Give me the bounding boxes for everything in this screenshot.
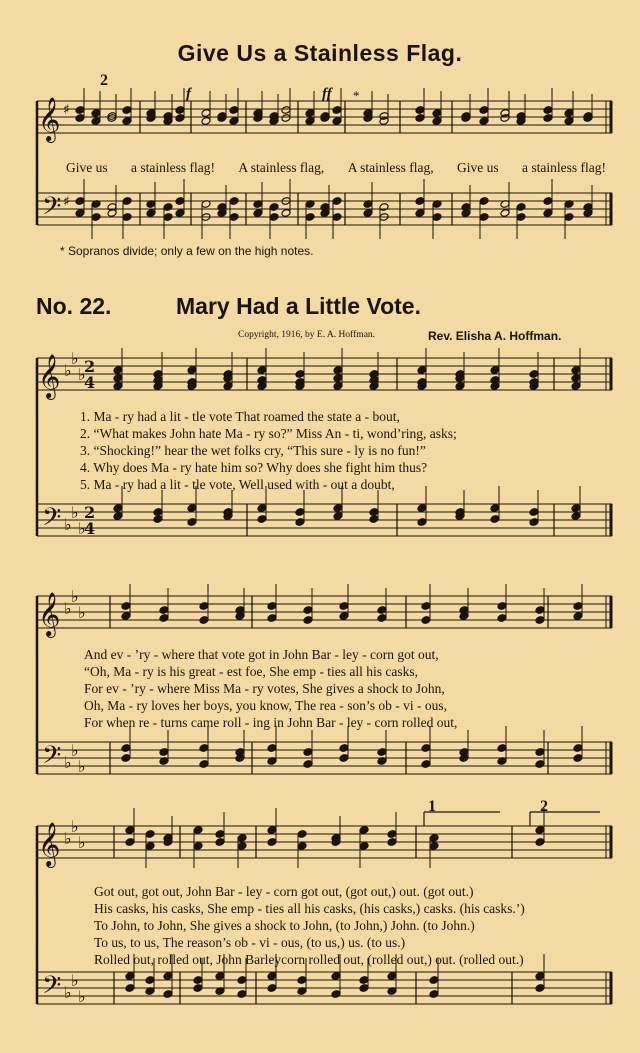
sharp-icon: ♯ <box>63 102 70 118</box>
time-signature: 4 <box>84 519 96 538</box>
verse-line: “Oh, Ma - ry is his great - est foe, She emp - ties all his casks, <box>84 664 419 679</box>
lyric-fragment: a stainless flag! <box>522 160 606 175</box>
flat-icon: ♭ <box>78 757 86 776</box>
flat-icon: ♭ <box>78 833 86 852</box>
verse-line: Rolled out, rolled out, John Barleycorn rolled out, (rolled out,) out. (rolled out.) <box>94 952 524 967</box>
treble-clef-icon: 𝄞 <box>38 822 61 866</box>
lyric-fragment: A stainless flag, <box>238 160 325 175</box>
bass-clef-icon: 𝄢 <box>42 503 62 538</box>
dynamic-fortissimo: ff <box>322 86 332 102</box>
song-title-mary: Mary Had a Little Vote. <box>176 293 421 319</box>
time-signature: 4 <box>84 373 96 392</box>
flat-icon: ♭ <box>78 519 86 538</box>
song-title-stainless-flag: Give Us a Stainless Flag. <box>177 40 463 66</box>
second-ending-number: 2 <box>540 798 548 815</box>
author-credit: Rev. Elisha A. Hoffman. <box>428 329 562 343</box>
flat-icon: ♭ <box>78 987 86 1006</box>
dynamic-forte: f <box>186 86 191 102</box>
sharp-icon: ♯ <box>63 194 70 210</box>
bass-clef-icon: 𝄢 <box>42 971 62 1006</box>
verse-line: Got out, got out, John Bar - ley - corn got out, (got out,) out. (got out.) <box>94 884 474 899</box>
footnote: * Sopranos divide; only a few on the high notes. <box>60 244 314 258</box>
flat-icon: ♭ <box>71 503 79 522</box>
verse-line: 4. Why does Ma - ry hate him so? Why does she fight him thus? <box>80 460 428 475</box>
verse-line: To us, to us, The reason’s ob - vi - ous, (to us,) us. (to us.) <box>94 935 406 950</box>
verse-line: 2. “What makes John hate Ma - ry so?” Miss An - ti, wond’ring, asks; <box>80 426 457 441</box>
time-signature: 2 <box>84 503 96 522</box>
first-ending-number: 1 <box>428 798 436 815</box>
flat-icon: ♭ <box>71 817 79 836</box>
flat-icon: ♭ <box>64 599 72 618</box>
flat-icon: ♭ <box>78 365 86 384</box>
verse-line: 5. Ma - ry had a lit - tle vote, Well used with - out a doubt, <box>80 477 395 492</box>
verse-line: And ev - ’ry - where that vote got in John Bar - ley - corn got out, <box>84 647 439 662</box>
bass-clef-icon: 𝄢 <box>42 192 62 227</box>
copyright-line: Copyright, 1916, by E. A. Hoffman. <box>238 330 376 340</box>
flag-lyric-line <box>66 160 606 176</box>
flat-icon: ♭ <box>64 753 72 772</box>
verse-line: Oh, Ma - ry loves her boys, you know, The rea - son’s ob - vi - ous, <box>84 698 447 713</box>
treble-clef-icon: 𝄞 <box>38 592 61 636</box>
bass-clef-icon: 𝄢 <box>42 741 62 776</box>
flat-icon: ♭ <box>64 829 72 848</box>
hymn-number: No. 22. <box>36 293 112 319</box>
flat-icon: ♭ <box>64 983 72 1002</box>
flat-icon: ♭ <box>71 587 79 606</box>
lyric-fragment: A stainless flag, <box>347 160 434 175</box>
verse-line: To John, to John, She gives a shock to John, (to John,) John. (to John.) <box>94 918 475 933</box>
flat-icon: ♭ <box>64 515 72 534</box>
lyric-fragment: Give us <box>456 160 499 175</box>
lyric-fragment: Give us <box>66 160 108 175</box>
treble-clef-icon: 𝄞 <box>38 354 61 398</box>
flat-icon: ♭ <box>78 603 86 622</box>
verse-line: For when re - turns came roll - ing in John Bar - ley - corn rolled out, <box>84 715 458 730</box>
verse-line: For ev - ’ry - where Miss Ma - ry votes, She gives a shock to John, <box>84 681 445 696</box>
verse-line: 3. “Shocking!” hear the wet folks cry, “This sure - ly is no fun!” <box>80 443 426 458</box>
treble-clef-icon: 𝄞 <box>38 97 61 141</box>
time-signature: 2 <box>84 357 96 376</box>
flat-icon: ♭ <box>71 741 79 760</box>
asterisk-mark: * <box>353 88 360 103</box>
verse-line: 1. Ma - ry had a lit - tle vote That roamed the state a - bout, <box>80 409 400 424</box>
flat-icon: ♭ <box>71 349 79 368</box>
ending-number: 2 <box>100 72 108 89</box>
lyric-fragment: a stainless flag! <box>131 160 216 175</box>
verse-line: His casks, his casks, She emp - ties all his casks, (his casks,) casks. (his casks.’) <box>94 901 525 916</box>
flat-icon: ♭ <box>64 361 72 380</box>
flat-icon: ♭ <box>71 971 79 990</box>
